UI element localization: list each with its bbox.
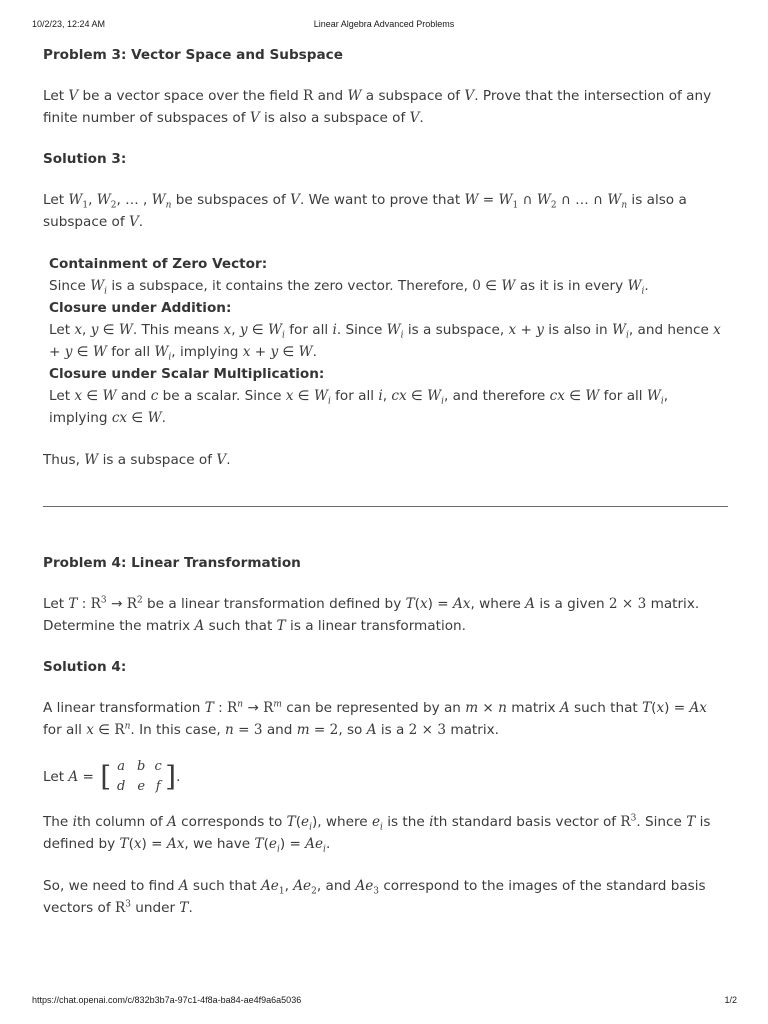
problem-3-title: Problem 3: Vector Space and Subspace [43, 47, 343, 63]
page-url[interactable]: https://chat.openai.com/c/832b3b7a-97c1-4f8a-ba84-ae4f9a6a5036 [32, 995, 302, 1005]
document-body [43, 44, 728, 919]
document-title: Linear Algebra Advanced Problems [313, 19, 455, 29]
column-explanation: The ith column of A corresponds to $T(e_i)$, where $e_i$ is the ith standard basis vector of $R^3$. Since T is defined by T(x) = Ax, we have $T(e_i) = Ae_i$. [43, 813, 711, 855]
addition-heading: Closure under Addition: [49, 300, 232, 316]
print-header [0, 19, 768, 31]
solution-3-title: Solution 3: [43, 151, 127, 167]
addition-text: Let x, y ∈ W. This means x, y ∈ $W_i$ for all i. Since $W_i$ is a subspace, x + y is also in $W_i$, and hence x + y ∈ W for all $W_i$, implying x + y ∈ W. [49, 322, 721, 363]
page-number: 1/2 [724, 995, 737, 1005]
scalar-text: Let x ∈ W and c be a scalar. Since x ∈ $W_i$ for all i, cx ∈ $W_i$, and therefore cx ∈ W for all $W_i$, implying cx ∈ W. [49, 388, 669, 426]
print-footer [0, 995, 768, 1007]
zero-vector-heading: Containment of Zero Vector: [49, 256, 268, 272]
solution-4-title: Solution 4: [43, 659, 127, 675]
print-datetime: 10/2/23, 12:24 AM [32, 19, 106, 29]
matrix-definition: Let A = [ a b c d e f ]. [43, 755, 728, 799]
section-divider [43, 506, 728, 507]
scalar-heading: Closure under Scalar Multiplication: [49, 366, 325, 382]
matrix-A: [ a b c d e f ] [100, 759, 177, 794]
solution-3-conclusion: Thus, W is a subspace of V. [43, 452, 231, 468]
solution-3-intro: Let $W_1$, $W_2$, … , $W_n$ be subspaces of V. We want to prove that $W = W_1$ ∩ $W_2$ ∩ … ∩ $W_n$ is also a subspace of V. [43, 192, 687, 230]
problem-4-statement: Let T : $R^3 \to R^2$ be a linear transformation defined by T(x) = Ax, where A is a given 2 × 3 matrix. Determine the matrix A such that T is a linear transformation. [43, 595, 700, 634]
problem-3-statement: Let V be a vector space over the field R and W a subspace of V. Prove that the intersection of any finite number of subspaces of V is also a subspace of V. [43, 88, 712, 126]
problem-4-title: Problem 4: Linear Transformation [43, 555, 301, 571]
solution-3-proof-steps [43, 253, 728, 429]
solution-4-intro: A linear transformation T : $R^n \to R^m$ can be represented by an m × n matrix A such that T(x) = Ax for all x ∈ $R^n$. In this case, n = 3 and m = 2, so A is a 2 × 3 matrix. [43, 699, 707, 738]
basis-images-text: So, we need to find A such that $Ae_1$, $Ae_2$, and $Ae_3$ correspond to the images of the standard basis vectors of $R^3$ under T. [43, 878, 706, 916]
zero-vector-text: Since $W_i$ is a subspace, it contains the zero vector. Therefore, 0 ∈ W as it is in every $W_i$. [49, 278, 649, 297]
